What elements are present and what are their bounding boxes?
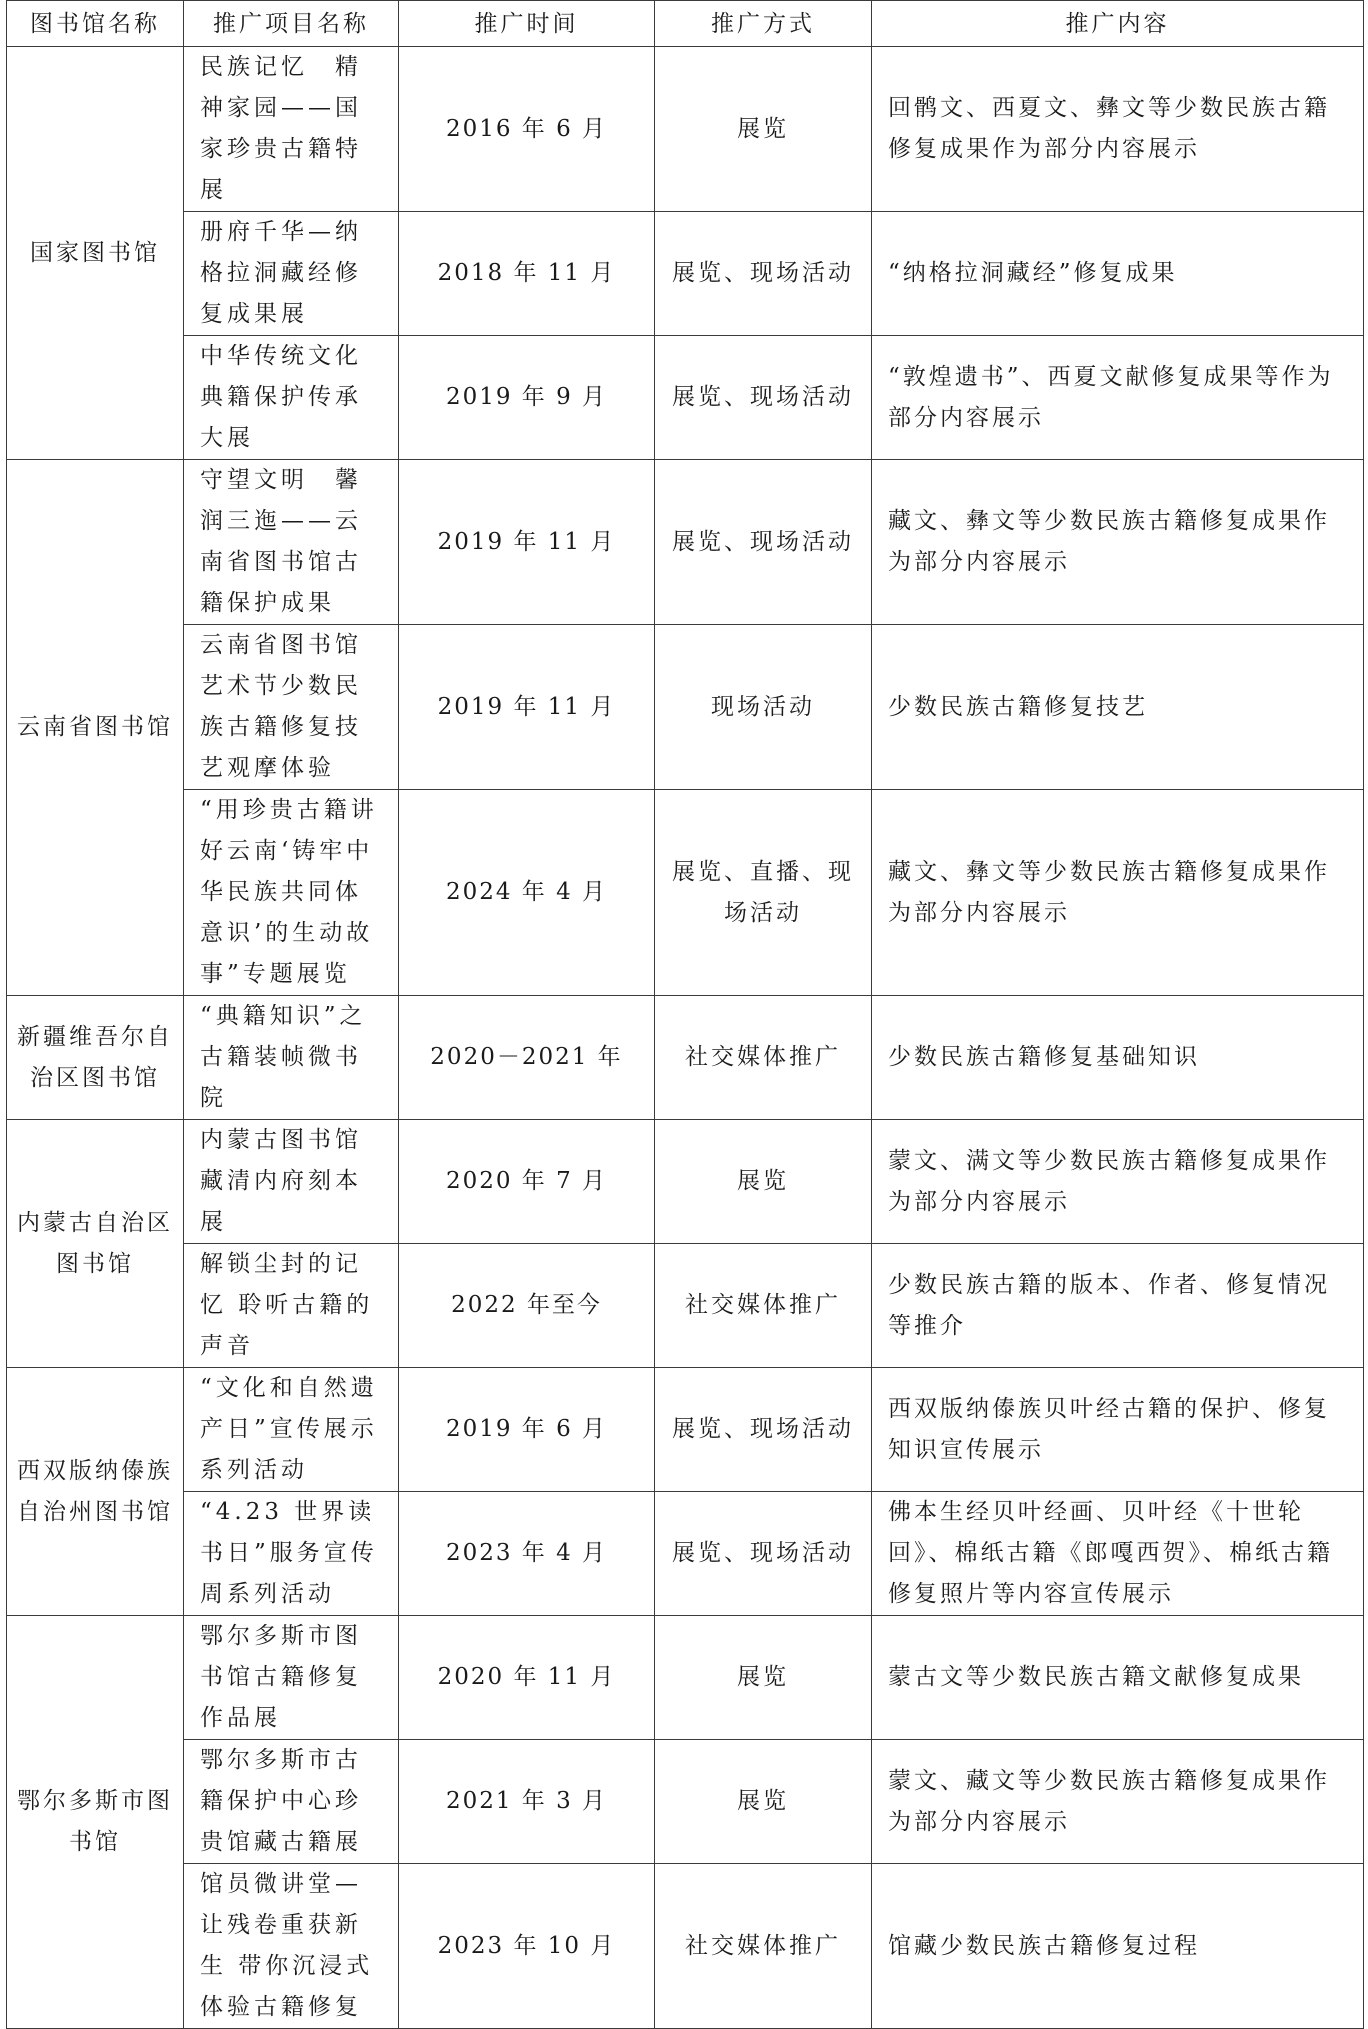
project-name-cell: “典籍知识”之古籍装帧微书院 [184,996,399,1120]
table-row [7,1740,1364,1864]
table-row [7,996,1364,1120]
promotion-content-cell: 西双版纳傣族贝叶经古籍的保护、修复知识宣传展示 [872,1368,1364,1492]
library-name-cell: 鄂尔多斯市图书馆 [7,1616,184,2029]
promotion-time-cell: 2020－2021 年 [399,996,655,1120]
promotion-content-cell: 少数民族古籍的版本、作者、修复情况等推介 [872,1244,1364,1368]
table-row [7,625,1364,790]
project-name-cell: 鄂尔多斯市图书馆古籍修复作品展 [184,1616,399,1740]
project-name-cell: 民族记忆 精神家园——国家珍贵古籍特展 [184,47,399,212]
promotion-content-cell: “纳格拉洞藏经”修复成果 [872,212,1364,336]
promotion-content-cell: 馆藏少数民族古籍修复过程 [872,1864,1364,2029]
promotion-content-cell: “敦煌遗书”、西夏文献修复成果等作为部分内容展示 [872,336,1364,460]
promotion-method-cell: 社交媒体推广 [655,996,872,1120]
promotion-method-cell: 现场活动 [655,625,872,790]
project-name-cell: 云南省图书馆艺术节少数民族古籍修复技艺观摩体验 [184,625,399,790]
promotion-method-cell: 展览、现场活动 [655,212,872,336]
table-row [7,1864,1364,2029]
promotion-method-cell: 展览、现场活动 [655,1492,872,1616]
promotion-method-cell: 展览 [655,1616,872,1740]
project-name-cell: 鄂尔多斯市古籍保护中心珍贵馆藏古籍展 [184,1740,399,1864]
promotion-content-cell: 蒙文、满文等少数民族古籍修复成果作为部分内容展示 [872,1120,1364,1244]
library-name-cell: 云南省图书馆 [7,460,184,996]
promotion-content-cell: 少数民族古籍修复基础知识 [872,996,1364,1120]
table-row [7,47,1364,212]
promotion-method-cell: 展览、现场活动 [655,460,872,625]
promotion-time-cell: 2020 年 7 月 [399,1120,655,1244]
promotion-content-cell: 回鹘文、西夏文、彝文等少数民族古籍修复成果作为部分内容展示 [872,47,1364,212]
promotion-time-cell: 2019 年 6 月 [399,1368,655,1492]
promotion-method-cell: 展览 [655,1120,872,1244]
promotion-time-cell: 2016 年 6 月 [399,47,655,212]
promotion-method-cell: 社交媒体推广 [655,1864,872,2029]
project-name-cell: 中华传统文化典籍保护传承大展 [184,336,399,460]
promotion-time-cell: 2019 年 9 月 [399,336,655,460]
table-row [7,212,1364,336]
promotion-time-cell: 2018 年 11 月 [399,212,655,336]
promotion-content-cell: 蒙古文等少数民族古籍文献修复成果 [872,1616,1364,1740]
project-name-cell: “用珍贵古籍讲好云南‘铸牢中华民族共同体意识’的生动故事”专题展览 [184,790,399,996]
table-row [7,1616,1364,1740]
library-name-cell: 国家图书馆 [7,47,184,460]
header-library: 图书馆名称 [7,1,184,47]
promotion-time-cell: 2023 年 4 月 [399,1492,655,1616]
table-row [7,1492,1364,1616]
header-time: 推广时间 [399,1,655,47]
project-name-cell: “文化和自然遗产日”宣传展示系列活动 [184,1368,399,1492]
table-header [7,1,1364,47]
promotion-method-cell: 社交媒体推广 [655,1244,872,1368]
promotion-time-cell: 2024 年 4 月 [399,790,655,996]
project-name-cell: 内蒙古图书馆藏清内府刻本展 [184,1120,399,1244]
table-row [7,1368,1364,1492]
table-row [7,460,1364,625]
library-name-cell: 新疆维吾尔自治区图书馆 [7,996,184,1120]
promotion-content-cell: 藏文、彝文等少数民族古籍修复成果作为部分内容展示 [872,460,1364,625]
promotion-method-cell: 展览、现场活动 [655,1368,872,1492]
promotion-method-cell: 展览 [655,1740,872,1864]
promotion-method-cell: 展览 [655,47,872,212]
promotion-time-cell: 2019 年 11 月 [399,625,655,790]
header-project: 推广项目名称 [184,1,399,47]
header-row [7,1,1364,47]
promotion-method-cell: 展览、直播、现场活动 [655,790,872,996]
table-row [7,1120,1364,1244]
library-name-cell: 内蒙古自治区图书馆 [7,1120,184,1368]
table-row [7,790,1364,996]
table-row [7,336,1364,460]
table-body [7,47,1364,2029]
promotion-content-cell: 蒙文、藏文等少数民族古籍修复成果作为部分内容展示 [872,1740,1364,1864]
project-name-cell: 馆员微讲堂—让残卷重获新生 带你沉浸式体验古籍修复 [184,1864,399,2029]
promotion-time-cell: 2020 年 11 月 [399,1616,655,1740]
library-name-cell: 西双版纳傣族自治州图书馆 [7,1368,184,1616]
project-name-cell: 守望文明 馨润三迤——云南省图书馆古籍保护成果 [184,460,399,625]
promotion-content-cell: 佛本生经贝叶经画、贝叶经《十世轮回》、棉纸古籍《郎嘎西贺》、棉纸古籍修复照片等内容宣传展示 [872,1492,1364,1616]
header-content: 推广内容 [872,1,1364,47]
project-name-cell: 解锁尘封的记忆 聆听古籍的声音 [184,1244,399,1368]
promotion-time-cell: 2019 年 11 月 [399,460,655,625]
promotion-time-cell: 2023 年 10 月 [399,1864,655,2029]
promotion-time-cell: 2021 年 3 月 [399,1740,655,1864]
promotion-time-cell: 2022 年至今 [399,1244,655,1368]
promotion-content-cell: 藏文、彝文等少数民族古籍修复成果作为部分内容展示 [872,790,1364,996]
project-name-cell: 册府千华—纳格拉洞藏经修复成果展 [184,212,399,336]
library-promotion-table [6,0,1364,2029]
table-row [7,1244,1364,1368]
header-method: 推广方式 [655,1,872,47]
promotion-content-cell: 少数民族古籍修复技艺 [872,625,1364,790]
project-name-cell: “4.23 世界读书日”服务宣传周系列活动 [184,1492,399,1616]
promotion-method-cell: 展览、现场活动 [655,336,872,460]
